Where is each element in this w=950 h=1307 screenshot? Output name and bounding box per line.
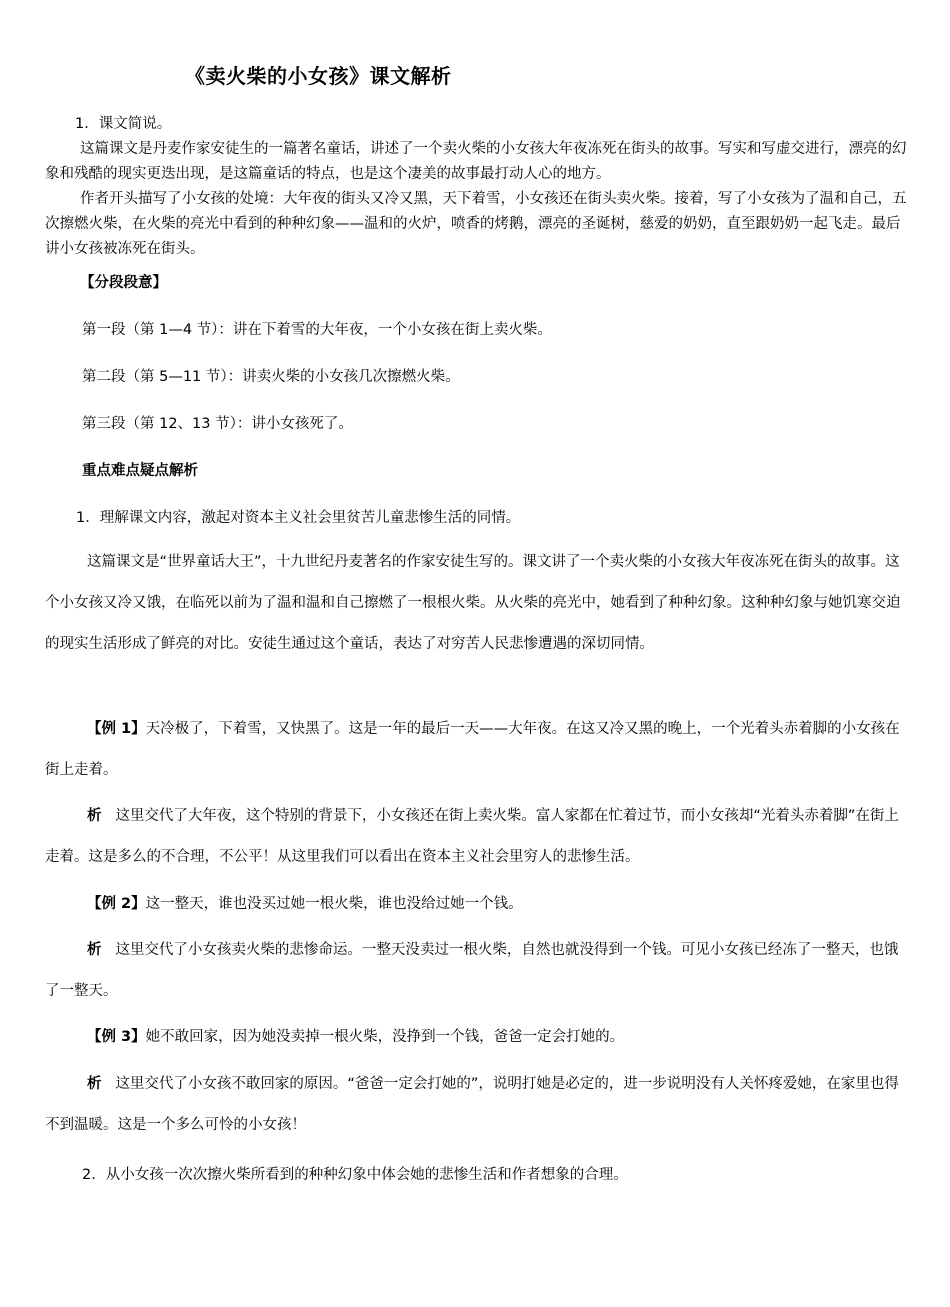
point-1: 1．理解课文内容，激起对资本主义社会里贫苦儿童悲惨生活的同情。 <box>76 510 521 526</box>
analysis-3-text: 这里交代了小女孩不敢回家的原因。“爸爸一定会打她的”，说明打她是必定的，进一步说明没有人关怀疼爱她，在家里也得不到温暖。这是一个多么可怜的小女孩！ <box>45 1076 899 1133</box>
analysis-2-label: 析 <box>87 942 102 958</box>
analysis-3-label: 析 <box>87 1076 102 1092</box>
example-3-block <box>45 1017 907 1058</box>
example-1-block <box>45 709 907 791</box>
section1-heading: 1．课文简说。 <box>75 116 172 132</box>
segment-3: 第三段（第 12、13 节）：讲小女孩死了。 <box>82 416 353 432</box>
analysis-2-text: 这里交代了小女孩卖火柴的悲惨命运。一整天没卖过一根火柴，自然也就没得到一个钱。可见小女孩已经冻了一整天，也饿了一整天。 <box>45 942 899 999</box>
example-3 <box>45 1017 907 1058</box>
example-1 <box>45 709 907 791</box>
intro-paragraph-1: 这篇课文是丹麦作家安徒生的一篇著名童话，讲述了一个卖火柴的小女孩大年夜冻死在街头的故事。写实和写虚交进行，漂亮的幻象和残酷的现实更迭出现，是这篇童话的特点，也是这个凄美的故事最打动人心的地方。 <box>45 141 907 182</box>
intro-section <box>45 112 907 262</box>
segment-2: 第二段（第 5—11 节）：讲卖火柴的小女孩几次擦燃火柴。 <box>82 369 460 385</box>
analysis-1-label: 析 <box>87 808 102 824</box>
point1-paragraph-block <box>45 542 907 665</box>
example-2-block <box>45 884 907 925</box>
analysis-2-block <box>45 930 907 1012</box>
segment-1: 第一段（第 1—4 节）：讲在下着雪的大年夜，一个小女孩在街上卖火柴。 <box>82 322 552 338</box>
analysis-1 <box>45 796 907 878</box>
example-2 <box>45 884 907 925</box>
intro-paragraph-2: 作者开头描写了小女孩的处境：大年夜的街头又冷又黑，天下着雪，小女孩还在街头卖火柴。接着，写了小女孩为了温和自己，五次擦燃火柴，在火柴的亮光中看到的种种幻象——温和的火炉，喷香的烤鹅，漂亮的圣诞树，慈爱的奶奶，直至跟奶奶一起飞走。最后讲小女孩被冻死在街头。 <box>45 191 907 257</box>
analysis-1-block <box>45 796 907 878</box>
analysis-heading: 重点难点疑点解析 <box>82 463 198 479</box>
example-1-text: 天冷极了，下着雪，又快黑了。这是一年的最后一天——大年夜。在这又冷又黑的晚上，一个光着头赤着脚的小女孩在街上走着。 <box>45 721 900 778</box>
example-3-text: 她不敢回家，因为她没卖掉一根火柴，没挣到一个钱，爸爸一定会打她的。 <box>145 1029 625 1045</box>
analysis-1-text: 这里交代了大年夜，这个特别的背景下，小女孩还在街上卖火柴。富人家都在忙着过节，而小女孩却“光着头赤着脚”在街上走着。这是多么的不合理，不公平！从这里我们可以看出在资本主义社会里穷人的悲惨生活。 <box>45 808 899 865</box>
analysis-3-block <box>45 1064 907 1146</box>
example-2-label: 【例 2】 <box>87 896 146 912</box>
example-3-label: 【例 3】 <box>87 1029 146 1045</box>
point1-paragraph: 这篇课文是“世界童话大王”，十九世纪丹麦著名的作家安徒生写的。课文讲了一个卖火柴的小女孩大年夜冻死在街头的故事。这个小女孩又冷又饿，在临死以前为了温和温和自己擦燃了一根根火柴。从火柴的亮光中，她看到了种种幻象。这种种幻象与她饥寒交迫的现实生活形成了鲜亮的对比。安徒生通过这个童话，表达了对穷苦人民悲惨遭遇的深切同情。 <box>45 554 901 652</box>
example-1-label: 【例 1】 <box>87 721 146 737</box>
document-title: 《卖火柴的小女孩》课文解析 <box>185 64 452 88</box>
point-2: 2．从小女孩一次次擦火柴所看到的种种幻象中体会她的悲惨生活和作者想象的合理。 <box>82 1167 628 1183</box>
analysis-3 <box>45 1064 907 1146</box>
analysis-2 <box>45 930 907 1012</box>
example-2-text: 这一整天，谁也没买过她一根火柴，谁也没给过她一个钱。 <box>145 896 523 912</box>
segments-heading: 【分段段意】 <box>80 275 167 291</box>
